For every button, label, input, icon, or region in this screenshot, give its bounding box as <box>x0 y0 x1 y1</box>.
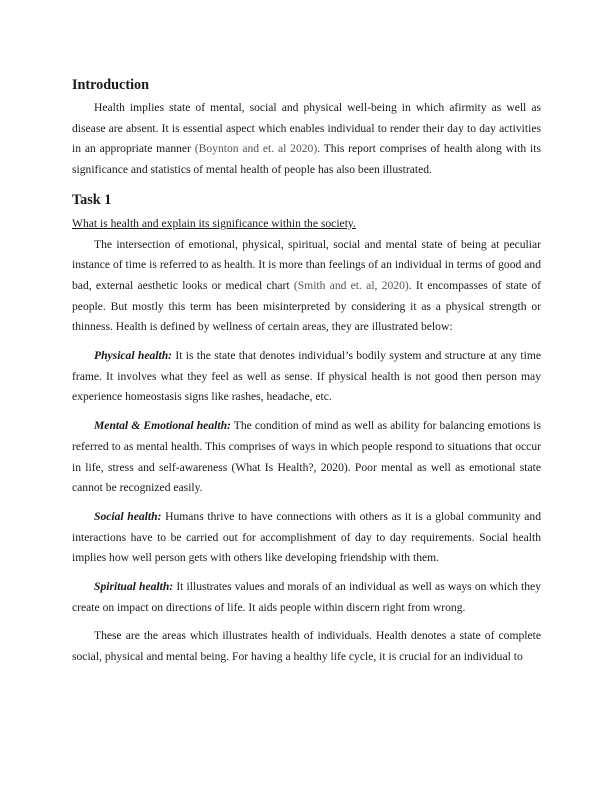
task1-paragraph <box>72 235 541 339</box>
task1-citation: (Smith and et. al, 2020) <box>293 278 409 292</box>
physical-health-term: Physical health: <box>94 349 173 363</box>
spiritual-health-paragraph <box>72 577 541 618</box>
document-page <box>72 72 541 668</box>
spiritual-health-text: It illustrates values and morals of an individual as well as ways on which they create on impact on directions of life. It aids people within discern right from wrong. <box>72 580 541 614</box>
spiritual-health-term: Spiritual health: <box>94 580 174 594</box>
social-health-text: Humans thrive to have connections with others as it is a global community and interactions have to be carried out for accomplishment of day to day requirements. Social health implies how well person gets with others like developing friendship with them. <box>72 509 542 565</box>
mental-health-text: The condition of mind as well as ability for balancing emotions is referred to as mental health. This comprises of ways in which people respond to situations that occur in life, stress and self-awareness (What Is Health?, 2020). Poor mental as well as emotional state cannot be recognized easily. <box>72 419 542 495</box>
physical-health-text: It is the state that denotes individual’s bodily system and structure at any time frame. It involves what they feel as well as sense. If physical health is not good then person may experience homeostasis signs like rashes, headache, etc. <box>72 349 541 404</box>
closing-paragraph: These are the areas which illustrates health of individuals. Health denotes a state of complete social, physical and mental being. For having a healthy life cycle, it is crucial for an individual to <box>72 629 541 664</box>
physical-health-paragraph <box>72 346 541 408</box>
intro-text-b: . This report comprises of health along with its significance and statistics of mental health of people has also been illustrated. <box>72 142 541 177</box>
social-health-term: Social health: <box>94 509 162 523</box>
intro-heading: Introduction <box>72 77 149 93</box>
intro-citation: (Boynton and et. al 2020) <box>194 142 318 156</box>
intro-text-a: Health implies state of mental, social and physical well-being in which afirmity as well as disease are absent. It is essential aspect which enables individual to render their day to day activities in an appropriate manner <box>72 101 541 156</box>
mental-health-paragraph <box>72 416 541 499</box>
intro-paragraph <box>72 98 541 181</box>
social-health-paragraph <box>72 507 541 569</box>
task1-text-b: . It encompasses of state of people. But mostly this term has been misinterpreted by considering it as a physical strength or thinness. Health is defined by wellness of certain areas, they are illustrated below: <box>72 278 542 334</box>
task1-heading: Task 1 <box>72 191 112 208</box>
task1-text-a: The intersection of emotional, physical, spiritual, social and mental state of being at peculiar instance of time is referred to as health. It is more than feelings of an individual in terms of good and bad, external aesthetic looks or medical chart <box>72 237 541 292</box>
task1-subheading: What is health and explain its significance within the society. <box>72 216 356 230</box>
mental-health-term: Mental & Emotional health: <box>94 419 231 433</box>
